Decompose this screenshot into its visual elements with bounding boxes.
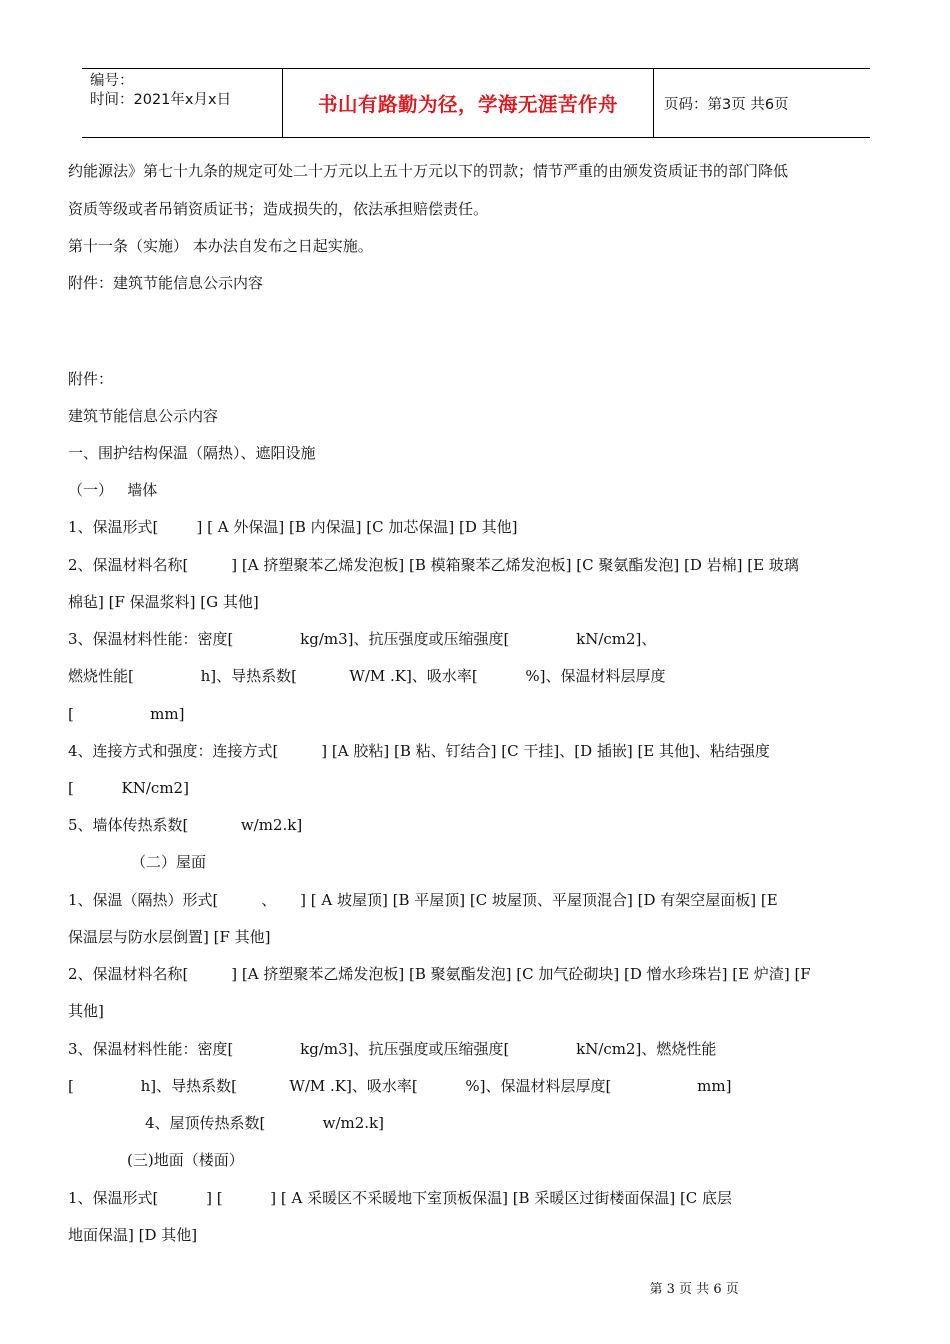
body-line: 资质等级或者吊销资质证书；造成损失的，依法承担赔偿责任。 (68, 200, 489, 218)
list-item: 3、保温材料性能：密度[ kg/m3]、抗压强度或压缩强度[ kN/cm2]、燃烧性能 (68, 1040, 717, 1058)
list-item-continued: [ mm] (68, 705, 185, 723)
header-page-label: 页码：第3页 共6页 (664, 96, 789, 113)
header-motto: 书山有路勤为径，学海无涯苦作舟 (317, 93, 618, 116)
header-motto-cell (282, 69, 654, 137)
list-item: 3、保温材料性能：密度[ kg/m3]、抗压强度或压缩强度[ kN/cm2]、 (68, 630, 657, 648)
document-number-label: 编号： (90, 73, 134, 89)
list-item: 4、连接方式和强度：连接方式[ ] [A 胶粘] [B 粘、钉结合] [C 干挂]、[D 插嵌] [E 其他]、粘结强度 (68, 742, 770, 760)
subsection-wall: （一） 墙体 (68, 481, 158, 499)
article-11-line: 第十一条（实施） 本办法自发布之日起实施。 (68, 237, 373, 255)
section-heading: 一、围护结构保温（隔热）、遮阳设施 (68, 444, 316, 462)
list-item-continued: [ h]、导热系数[ W/M .K]、吸水率[ %]、保温材料层厚度[ mm] (68, 1077, 732, 1095)
list-item-continued: 地面保温] [D 其他] (68, 1226, 198, 1244)
list-item: 1、保温形式[ ] [ A 外保温] [B 内保温] [C 加芯保温] [D 其他] (68, 518, 518, 536)
subsection-roof: （二）屋面 (131, 853, 207, 871)
list-item-continued: [ KN/cm2] (68, 779, 189, 797)
subsection-floor: (三)地面（楼面） (127, 1151, 244, 1169)
list-item: 1、保温（隔热）形式[ 、 ] [ A 坡屋顶] [B 平屋顶] [C 坡屋顶、平屋顶混合] [D 有架空屋面板] [E (68, 891, 778, 909)
list-item-continued: 其他] (68, 1002, 104, 1020)
attachment-line: 附件：建筑节能信息公示内容 (68, 274, 264, 292)
list-item: 2、保温材料名称[ ] [A 挤塑聚苯乙烯发泡板] [B 聚氨酯发泡] [C 加气砼砌块] [D 憎水珍珠岩] [E 炉渣] [F (68, 965, 811, 983)
list-item-continued: 燃烧性能[ h]、导热系数[ W/M .K]、吸水率[ %]、保温材料层厚度 (68, 667, 666, 685)
body-line: 约能源法》第七十九条的规定可处二十万元以上五十万元以下的罚款；情节严重的由颁发资质证书的部门降低 (68, 162, 789, 180)
list-item: 4、屋顶传热系数[ w/m2.k] (145, 1114, 384, 1132)
list-item: 2、保温材料名称[ ] [A 挤塑聚苯乙烯发泡板] [B 模箱聚苯乙烯发泡板] [C 聚氨酯发泡] [D 岩棉] [E 玻璃 (68, 556, 799, 574)
page-footer (0, 1263, 950, 1297)
header-page-cell (654, 69, 870, 137)
list-item-continued: 保温层与防水层倒置] [F 其他] (68, 928, 271, 946)
document-time-label: 时间：2021年x月x日 (90, 92, 232, 108)
page-number: 第 3 页 共 6 页 (649, 1282, 739, 1297)
attachment-heading: 附件： (68, 370, 114, 388)
document-header (82, 68, 870, 138)
header-meta (82, 69, 282, 137)
list-item: 5、墙体传热系数[ w/m2.k] (68, 816, 303, 834)
list-item: 1、保温形式[ ] [ ] [ A 采暖区不采暖地下室顶板保温] [B 采暖区过街楼面保温] [C 底层 (68, 1189, 733, 1207)
list-item-continued: 棉毡] [F 保温浆料] [G 其他] (68, 593, 259, 611)
attachment-title: 建筑节能信息公示内容 (68, 407, 219, 425)
